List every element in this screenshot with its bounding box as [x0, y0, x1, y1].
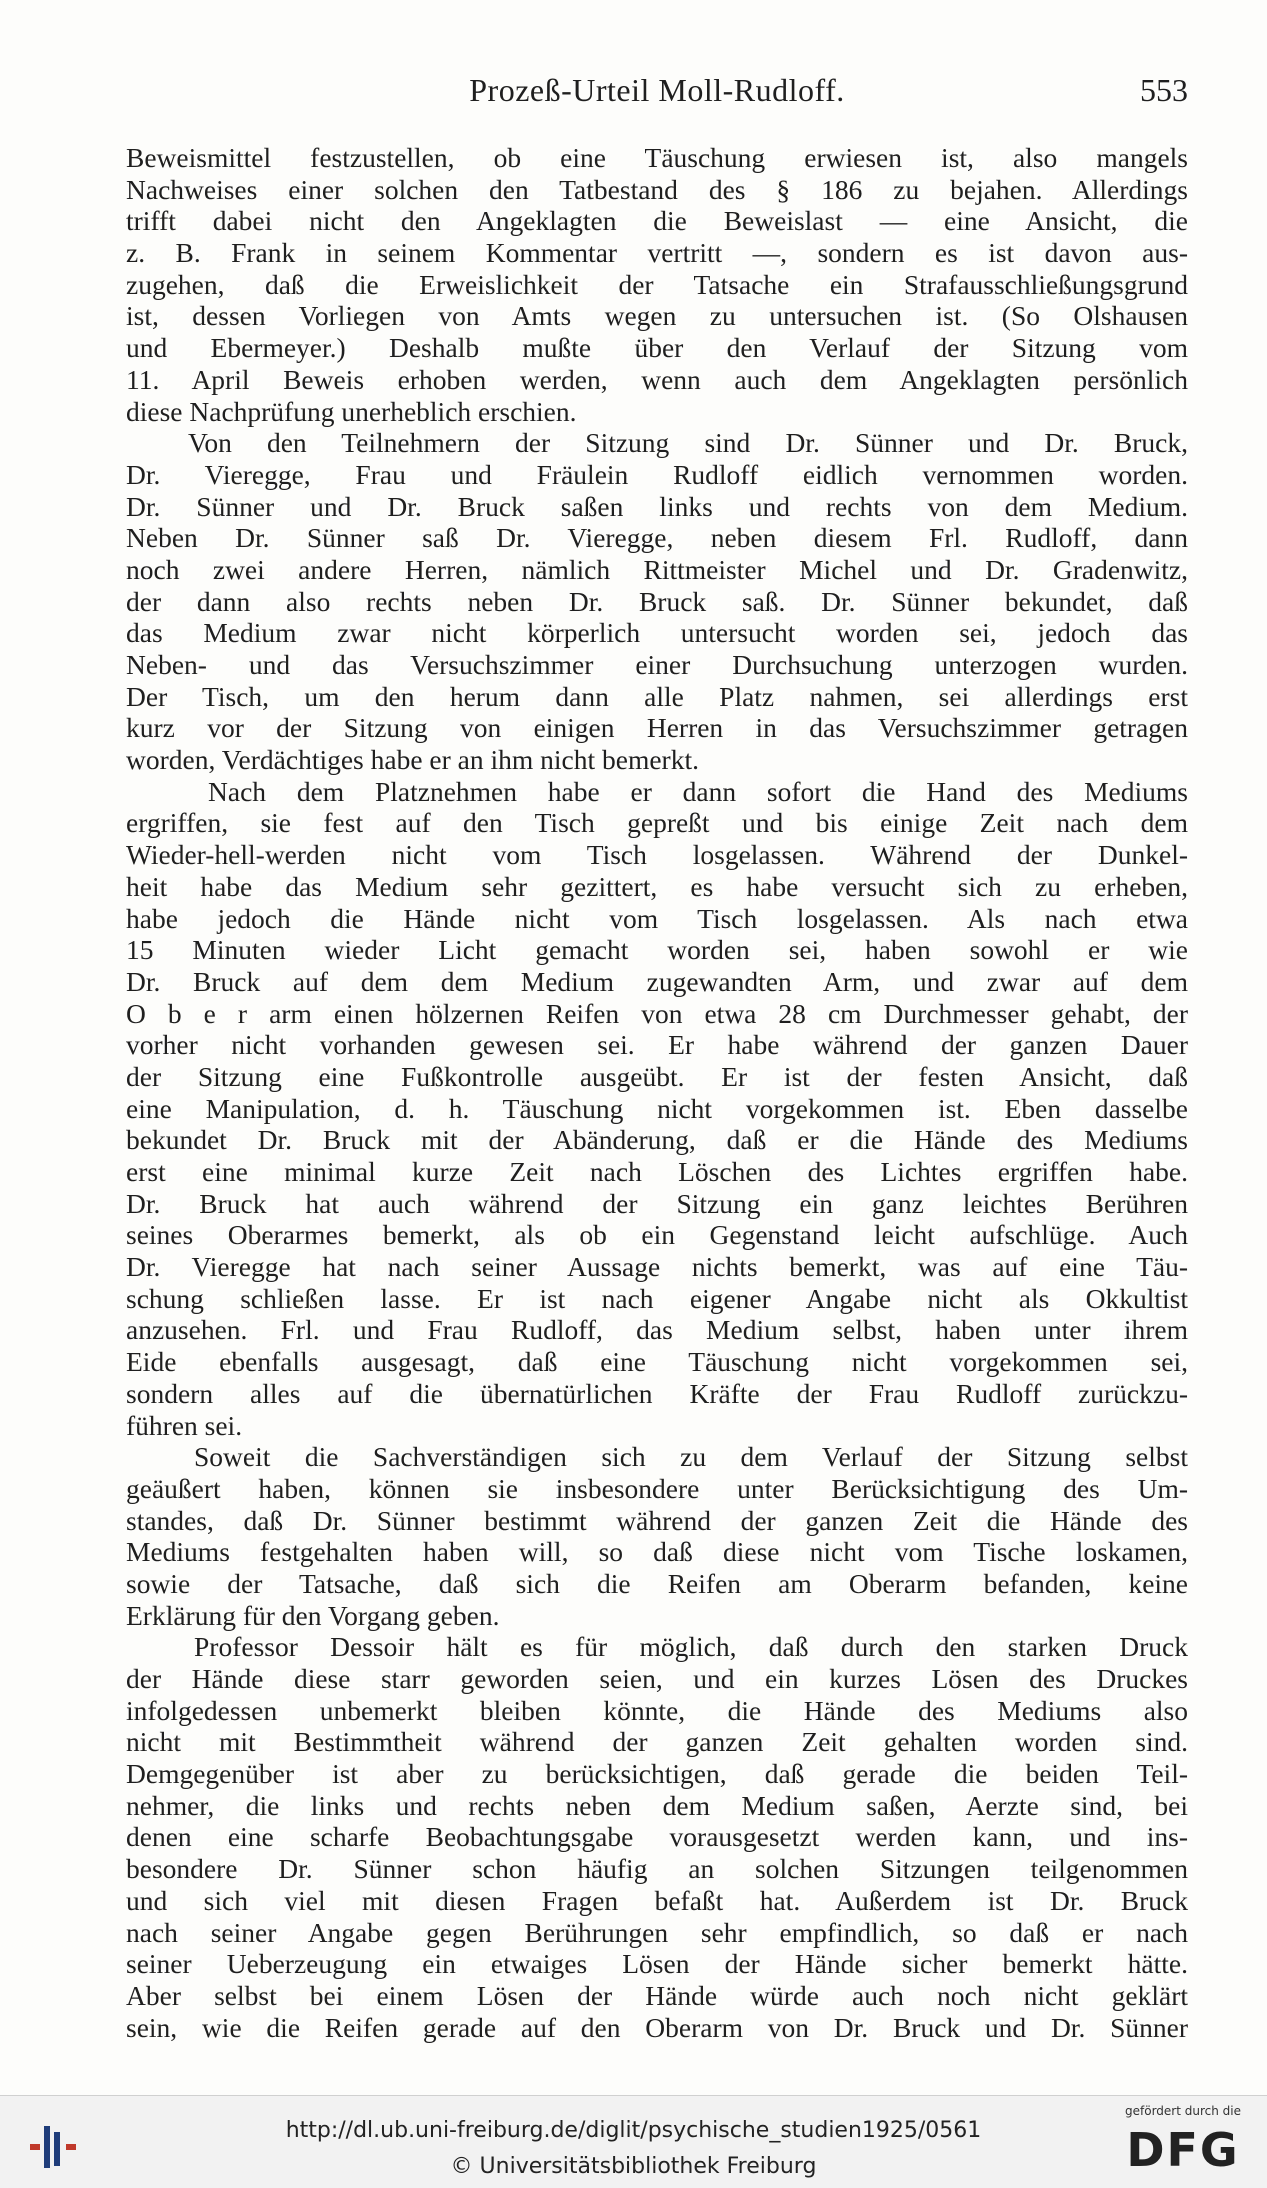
text-line: Mediums festgehalten haben will, so daß diese nicht vom Tische loskamen, — [126, 1536, 1188, 1568]
text-line: führen sei. — [126, 1409, 243, 1441]
text-line: anzusehen. Frl. und Frau Rudloff, das Medium selbst, haben unter ihrem — [126, 1314, 1188, 1346]
text-line: kurz vor der Sitzung von einigen Herren in das Versuchszimmer getragen — [126, 712, 1188, 744]
text-line: geäußert haben, können sie insbesondere unter Berücksichtigung des Um- — [126, 1472, 1188, 1504]
running-head — [126, 72, 1188, 116]
text-line: z. B. Frank in seinem Kommentar vertritt —, sondern es ist davon aus- — [126, 237, 1188, 269]
dfg-funding-logo — [1113, 2104, 1253, 2184]
text-line: nehmer, die links und rechts neben dem Medium saßen, Aerzte sind, bei — [126, 1789, 1188, 1821]
text-line: Nachweises einer solchen den Tatbestand des § 186 zu bejahen. Allerdings — [126, 173, 1188, 205]
text-line: ergriffen, sie fest auf den Tisch gepreßt und bis einige Zeit nach dem — [126, 807, 1188, 839]
text-line: diese Nachprüfung unerheblich erschien. — [126, 395, 577, 427]
permalink-url[interactable]: http://dl.ub.uni-freiburg.de/diglit/psychische_studien1925/0561 — [285, 2118, 982, 2143]
text-line: Dr. Vieregge, Frau und Fräulein Rudloff eidlich vernommen worden. — [126, 458, 1188, 490]
running-title: Prozeß-Urteil Moll-Rudloff. — [469, 72, 845, 108]
text-line: heit habe das Medium sehr gezittert, es habe versucht sich zu erheben, — [126, 870, 1188, 902]
text-line: seines Oberarmes bemerkt, als ob ein Gegenstand leicht aufschlüge. Auch — [126, 1219, 1188, 1251]
text-line: Aber selbst bei einem Lösen der Hände würde auch noch nicht geklärt — [126, 1979, 1188, 2011]
text-line: sein, wie die Reifen gerade auf den Oberarm von Dr. Bruck und Dr. Sünner — [126, 2011, 1188, 2043]
text-line: besondere Dr. Sünner schon häufig an solchen Sitzungen teilgenommen — [126, 1853, 1188, 1885]
text-line: Dr. Bruck auf dem dem Medium zugewandten Arm, und zwar auf dem — [126, 965, 1188, 997]
text-line: infolgedessen unbemerkt bleiben könnte, die Hände des Mediums also — [126, 1694, 1188, 1726]
text-line: ist, dessen Vorliegen von Amts wegen zu untersuchen ist. (So Olshausen — [126, 300, 1188, 332]
text-line: noch zwei andere Herren, nämlich Rittmeister Michel und Dr. Gradenwitz, — [126, 553, 1188, 585]
text-line: Neben Dr. Sünner saß Dr. Vieregge, neben diesem Frl. Rudloff, dann — [126, 522, 1188, 554]
text-line: eine Manipulation, d. h. Täuschung nicht vorgekommen ist. Eben dasselbe — [126, 1092, 1188, 1124]
text-line: sondern alles auf die übernatürlichen Kräfte der Frau Rudloff zurückzu- — [126, 1377, 1188, 1409]
text-line: der Hände diese starr geworden seien, und ein kurzes Lösen des Druckes — [126, 1663, 1188, 1694]
text-line: Neben- und das Versuchszimmer einer Durchsuchung unterzogen wurden. — [126, 649, 1188, 680]
text-line: trifft dabei nicht den Angeklagten die Beweislast — eine Ansicht, die — [126, 205, 1188, 237]
text-line: Dr. Bruck hat auch während der Sitzung ein ganz leichtes Berühren — [126, 1187, 1188, 1219]
text-line: Demgegenüber ist aber zu berücksichtigen, daß gerade die beiden Teil- — [126, 1758, 1188, 1790]
text-line: das Medium zwar nicht körperlich untersucht worden sei, jedoch das — [126, 617, 1188, 649]
text-line: worden, Verdächtiges habe er an ihm nicht bemerkt. — [126, 744, 699, 776]
text-line: seiner Ueberzeugung ein etwaiges Lösen der Hände sicher bemerkt hätte. — [126, 1948, 1188, 1980]
text-line: nach seiner Angabe gegen Berührungen sehr empfindlich, so daß er nach — [126, 1916, 1188, 1948]
svg-text:DFG: DFG — [1126, 2123, 1240, 2174]
text-line: der dann also rechts neben Dr. Bruck saß. Dr. Sünner bekundet, daß — [126, 585, 1188, 617]
text-line: erst eine minimal kurze Zeit nach Löschen des Lichtes ergriffen habe. — [126, 1156, 1188, 1187]
text-line: Wieder-hell-werden nicht vom Tisch losgelassen. Während der Dunkel- — [126, 839, 1188, 871]
text-line: denen eine scharfe Beobachtungsgabe vorausgesetzt werden kann, und ins- — [126, 1821, 1188, 1853]
viewer-footer — [0, 2095, 1267, 2188]
body-text — [126, 142, 1188, 2043]
dfg-caption: gefördert durch die — [1125, 2104, 1241, 2118]
text-line: Beweismittel festzustellen, ob eine Täuschung erwiesen ist, also mangels — [126, 142, 1188, 173]
text-line: Eide ebenfalls ausgesagt, daß eine Täuschung nicht vorgekommen sei, — [126, 1346, 1188, 1378]
text-line: Erklärung für den Vorgang geben. — [126, 1599, 500, 1631]
text-line: zugehen, daß die Erweislichkeit der Tatsache ein Strafausschließungsgrund — [126, 268, 1188, 300]
text-line: Nach dem Platznehmen habe er dann sofort die Hand des Mediums — [208, 775, 1188, 807]
text-line: und Ebermeyer.) Deshalb mußte über den Verlauf der Sitzung vom — [126, 332, 1188, 364]
text-line: Dr. Vieregge hat nach seiner Aussage nichts bemerkt, was auf eine Täu- — [126, 1251, 1188, 1283]
text-line: sowie der Tatsache, daß sich die Reifen am Oberarm befanden, keine — [126, 1567, 1188, 1599]
copyright-notice: © Universitätsbibliothek Freiburg — [450, 2154, 817, 2179]
text-line: schung schließen lasse. Er ist nach eigener Angabe nicht als Okkultist — [126, 1282, 1188, 1314]
text-line: der Sitzung eine Fußkontrolle ausgeübt. Er ist der festen Ansicht, daß — [126, 1060, 1188, 1092]
text-line: 15 Minuten wieder Licht gemacht worden sei, haben sowohl er wie — [126, 934, 1188, 966]
dfg-logo-icon — [1118, 2122, 1248, 2174]
text-line: bekundet Dr. Bruck mit der Abänderung, daß er die Hände des Mediums — [126, 1124, 1188, 1156]
text-line: habe jedoch die Hände nicht vom Tisch losgelassen. Als nach etwa — [126, 902, 1188, 934]
text-line: Professor Dessoir hält es für möglich, daß durch den starken Druck — [194, 1631, 1188, 1663]
text-line: und sich viel mit diesen Fragen befaßt hat. Außerdem ist Dr. Bruck — [126, 1884, 1188, 1916]
text-line: standes, daß Dr. Sünner bestimmt während der ganzen Zeit die Hände des — [126, 1504, 1188, 1536]
text-line: O b e r arm einen hölzernen Reifen von etwa 28 cm Durchmesser gehabt, der — [126, 997, 1188, 1029]
text-line: Soweit die Sachverständigen sich zu dem Verlauf der Sitzung selbst — [194, 1441, 1188, 1473]
text-line: 11. April Beweis erhoben werden, wenn auch dem Angeklagten persönlich — [126, 363, 1188, 395]
text-line: vorher nicht vorhanden gewesen sei. Er habe während der ganzen Dauer — [126, 1029, 1188, 1061]
text-line: Von den Teilnehmern der Sitzung sind Dr. Sünner und Dr. Bruck, — [188, 427, 1188, 459]
text-line: Dr. Sünner und Dr. Bruck saßen links und rechts von dem Medium. — [126, 490, 1188, 522]
text-line: nicht mit Bestimmtheit während der ganzen Zeit gehalten worden sind. — [126, 1726, 1188, 1758]
text-line: Der Tisch, um den herum dann alle Platz nahmen, sei allerdings erst — [126, 680, 1188, 712]
page-number: 553 — [1140, 72, 1188, 108]
